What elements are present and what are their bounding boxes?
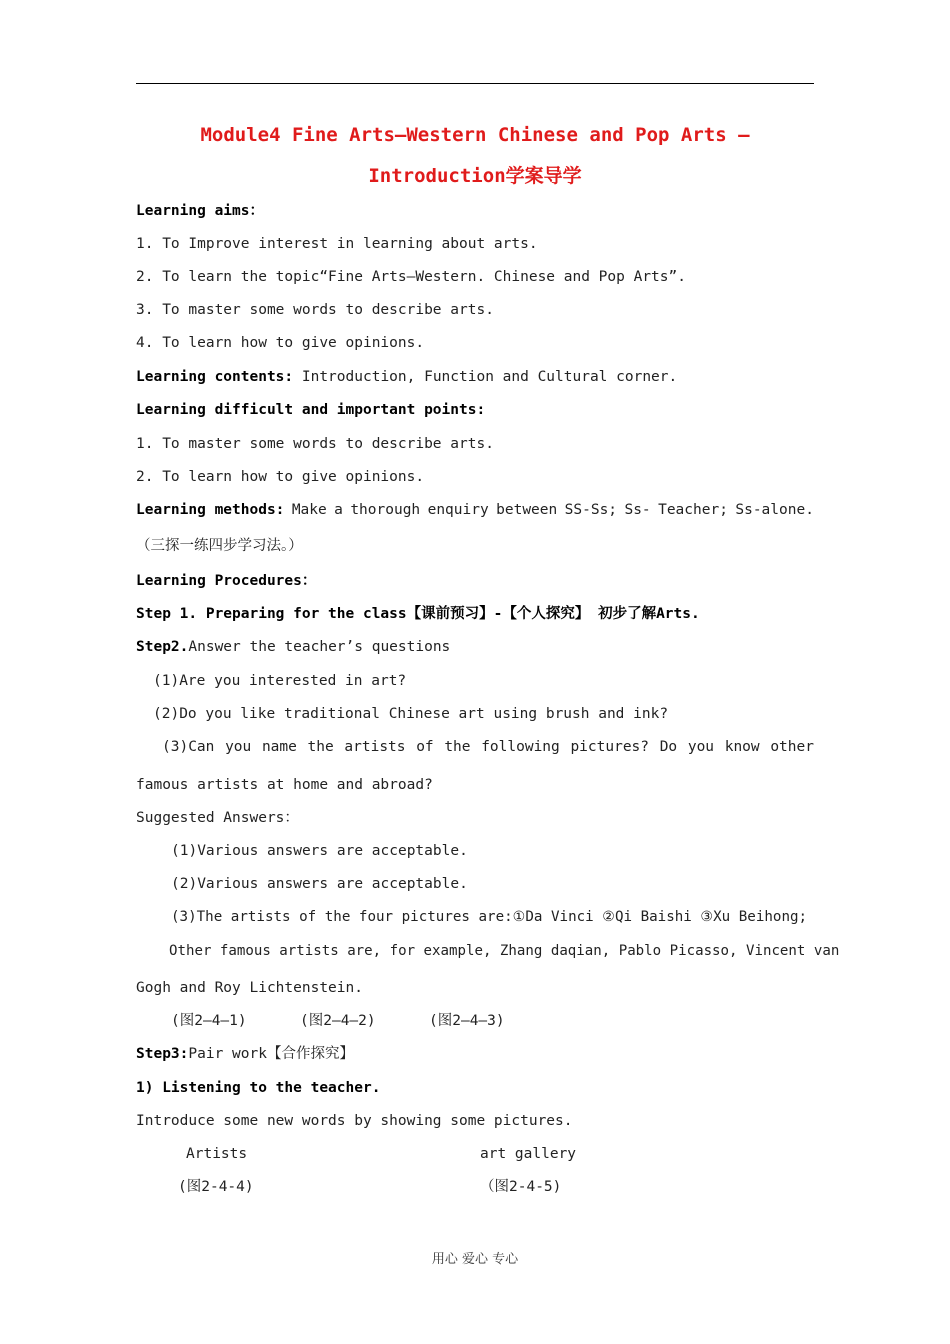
q3-word: of [416,739,434,755]
question-3-line [162,737,814,757]
q3-word: following [481,739,560,755]
q3-word: you [687,739,715,755]
step-3-line [136,1044,354,1064]
word-art-gallery: art gallery [480,1146,577,1162]
difficult-heading: Learning difficult and important points: [136,402,486,418]
methods-word: enquiry [427,502,489,518]
listening-heading: 1) Listening to the teacher. [136,1080,381,1096]
suggested-heading: Suggested Answers： [136,810,299,826]
answer-3-line-3: Gogh and Roy Lichtenstein. [136,980,363,996]
figure-ref: (图2—4—3) [429,1013,505,1029]
q3-word: the [307,739,334,755]
question-2: (2)Do you like traditional Chinese art using brush and ink? [153,706,669,722]
aims-heading: Learning aims： [136,203,264,219]
answer-3: (3)The artists of the four pictures are:①Da Vinci ②Qi Baishi ③Xu Beihong; [171,909,808,925]
figure-ref-left: (图2-4-4) [178,1179,254,1195]
q3-word: (3)Can [162,739,215,755]
header-rule [136,83,814,84]
q3-word: Do [659,739,678,755]
methods-word: Ss- [624,502,651,518]
methods-label: Learning methods: [136,502,285,518]
figure-ref: (图2—4—1) [171,1013,247,1029]
figure-ref: (图2—4—2) [300,1013,376,1029]
figure-ref-right: （图2-4-5) [480,1179,562,1195]
procedures-heading: Learning Procedures： [136,573,317,589]
page-footer: 用心 爱心 专心 [431,1252,519,1267]
q3-word: other [770,739,814,755]
answer-2: (2)Various answers are acceptable. [171,876,468,892]
introduce-text: Introduce some new words by showing some pictures. [136,1113,573,1129]
aim-item: 2. To learn the topic“Fine Arts—Western. Chinese and Pop Arts”. [136,269,686,285]
methods-word: Teacher; [658,502,728,518]
q3-word: the [444,739,471,755]
contents-label: Learning contents: [136,369,294,385]
aim-item: 4. To learn how to give opinions. [136,335,425,351]
answer-1: (1)Various answers are acceptable. [171,843,468,859]
contents-text: Introduction, Function and Cultural corner. [293,369,678,385]
methods-line [136,500,814,520]
step-1: Step 1. Preparing for the class【课前预习】-【个人探究】 初步了解Arts. [136,606,700,622]
q3-word: you [225,739,252,755]
methods-word: SS-Ss; [564,502,618,518]
q3-word: name [261,739,297,755]
page-title-line-1: Module4 Fine Arts—Western Chinese and Pop Arts – [200,124,750,146]
step-3-label: Step3: [136,1046,189,1062]
methods-word: thorough [350,502,421,518]
q3-word: artists [344,739,406,755]
methods-word: a [334,502,343,518]
q3-word: know [724,739,760,755]
methods-word: Ss-alone. [735,502,814,518]
methods-word: Make [291,502,327,518]
aim-item: 1. To Improve interest in learning about arts. [136,236,538,252]
contents-line [136,367,677,387]
page-title-line-2: Introduction学案导学 [368,165,582,187]
methods-chinese: （三探一练四步学习法。） [136,538,303,554]
question-3-continued: famous artists at home and abroad? [136,777,433,793]
methods-word: between [496,502,558,518]
q3-word: pictures? [570,739,650,755]
answer-3-line-2: Other famous artists are, for example, Zhang daqian, Pablo Picasso, Vincent van [169,943,840,959]
difficult-item: 1. To master some words to describe arts. [136,436,494,452]
aim-item: 3. To master some words to describe arts. [136,302,494,318]
step-2-line [136,637,450,657]
word-artists: Artists [186,1146,248,1162]
step-3-text: Pair work【合作探究】 [188,1046,354,1062]
difficult-item: 2. To learn how to give opinions. [136,469,425,485]
step-2-text: Answer the teacher’s questions [188,639,451,655]
question-1: (1)Are you interested in art? [153,673,407,689]
step-2-label: Step2. [136,639,189,655]
